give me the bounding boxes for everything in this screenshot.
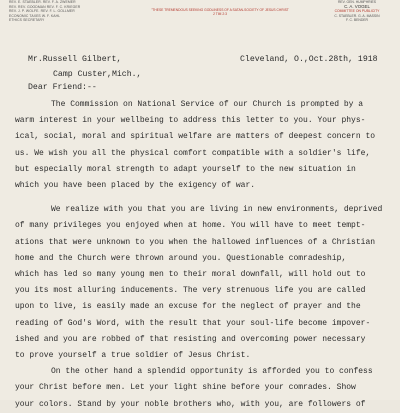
letterhead-right-committee	[322, 0, 392, 23]
body-line: ical, social, moral and spiritual welfare are matters of deepest concern to	[15, 132, 376, 142]
body-line: On the other hand a splendid opportunity is afforded you to confess	[51, 367, 373, 377]
body-line: your Christ before men. Let your light shine before your comrades. Show	[15, 383, 356, 393]
letterhead-left-line: REV. E. STAEBLER. REV. F. A. ZWEMER	[9, 0, 76, 4]
body-line: warm interest in your wellbeing to address this letter to you. Your phys-	[15, 116, 366, 126]
letterhead-motto	[140, 8, 300, 17]
letterhead-right-line: C. A. VOGEL	[344, 4, 370, 9]
body-line: ations that were unknown to you when the hallowed influences of a Christian	[15, 237, 376, 247]
recipient-address: Camp Custer,Mich.,	[53, 70, 142, 79]
recipient-name: Mr.Russell Gilbert,	[28, 55, 122, 64]
body-line: reading of God's Word, with the result that your soul-life become impover-	[15, 318, 371, 328]
letterhead-left-line: REV. J. P. WOLFE. REV. F. L. GOLLMER	[9, 9, 75, 14]
body-line: but especially moral strength to adapt yourself to the new situation in	[15, 164, 356, 174]
body-line: you its most alluring inducements. The very strenuous life you are called	[15, 286, 366, 296]
letterhead-motto-line: "THESE TREMENDOUS SEEKING GODLINESS OF A SATAN-SOCIETY OF JESUS CHRIST	[151, 8, 289, 12]
body-line: your colors. Stand by your noble brothers who, with you, are followers of	[15, 399, 366, 409]
letterhead-right-line: REV. GEN. HUMPHRIES	[337, 0, 377, 4]
body-line: home and the Church were thrown around you. Questionable comradeship,	[15, 253, 347, 263]
letterhead-motto-line: 2 TIM 2:3	[213, 12, 227, 17]
letter-date: Cleveland, O.,Oct.28th, 1918	[240, 55, 378, 64]
salutation: Dear Friend:--	[28, 83, 97, 92]
body-line: us. We wish you all the physical comfort compatible with a soldier's life,	[15, 148, 371, 158]
body-line: to prove yourself a true soldier of Jesus Christ.	[15, 351, 251, 361]
letterhead-right-line: F. C. BENDER	[345, 18, 369, 23]
letterhead-right-line: C. STAEBLER. G. A. MASSIN	[334, 13, 380, 18]
letterhead-left-line: ECONOMIC TAXES W. F. KAHL	[9, 13, 61, 18]
body-line: which you have been placed by the exigency of war.	[15, 181, 256, 191]
body-line: which has led so many young men to their moral downfall, will hold out to	[15, 270, 366, 280]
body-line: of many privileges you enjoyed when at home. You will have to meet tempt-	[15, 221, 366, 231]
body-line: ished and you are robbed of that resisting and overcoming power necessary	[15, 334, 366, 344]
body-line: The Commission on National Service of our Church is prompted by a	[51, 100, 364, 109]
body-line: upon to live, is easily made an excuse for the neglect of prayer and the	[15, 302, 361, 312]
body-line: We realize with you that you are living in new environments, deprived	[51, 205, 383, 215]
letterhead-left-officers	[9, 0, 119, 23]
letterhead-left-line: ETHICS SECRETARY	[9, 18, 45, 23]
letterhead-left-line: REV. REV. GOODMAN REV. F. C. KRIEGER	[9, 4, 81, 9]
letterhead-right-line: COMMITTEE ON PUBLICITY	[334, 9, 380, 14]
letter-body	[15, 97, 387, 413]
